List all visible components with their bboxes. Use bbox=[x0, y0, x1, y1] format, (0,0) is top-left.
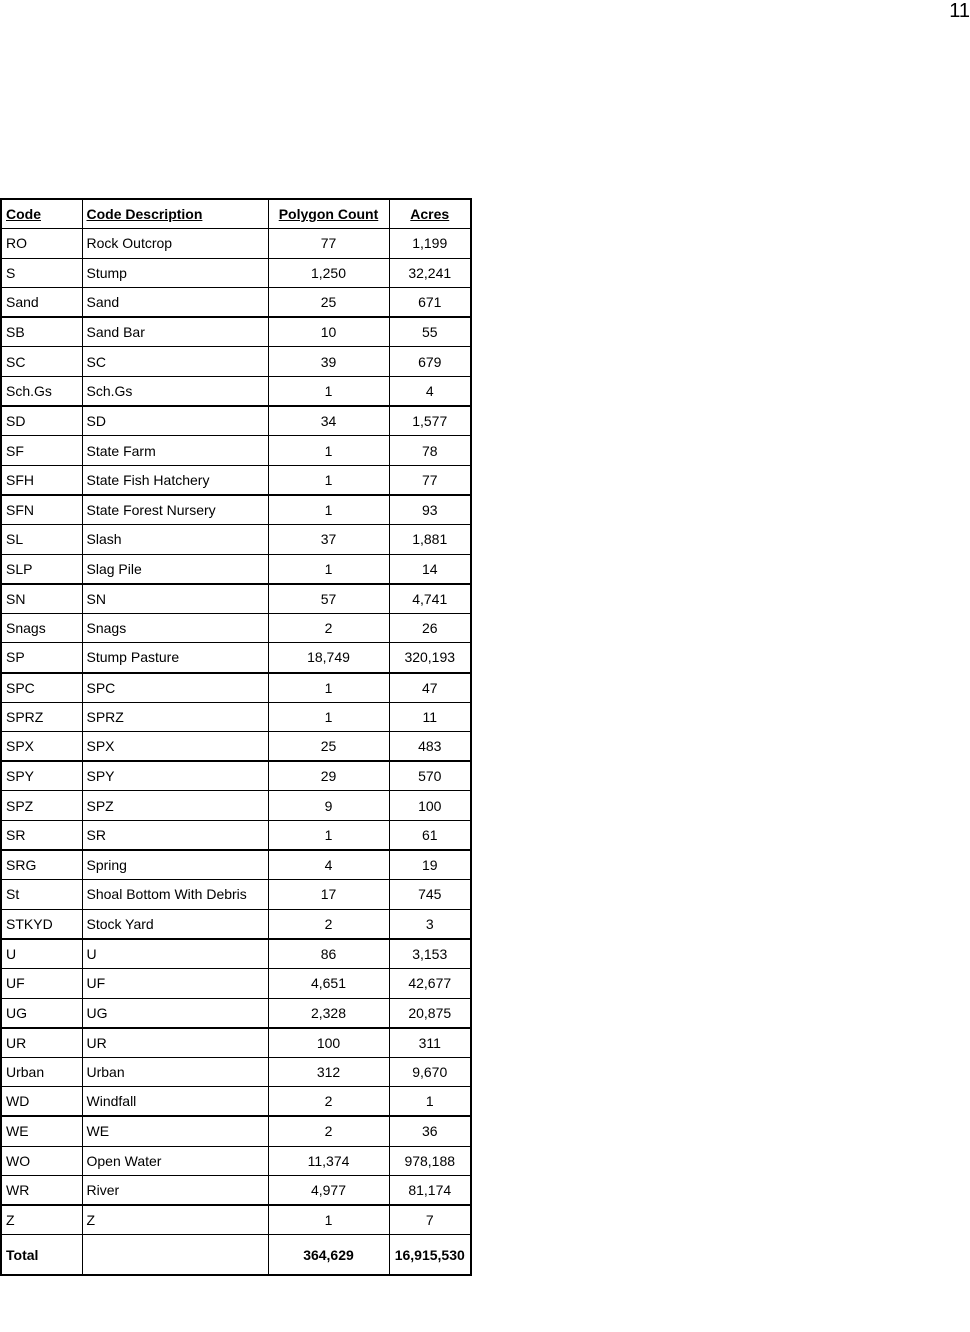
cell-code-description: Sand Bar bbox=[82, 317, 268, 347]
cell-code-description: SR bbox=[82, 820, 268, 850]
cell-code: UF bbox=[1, 968, 82, 998]
cell-acres: 671 bbox=[389, 288, 471, 318]
cell-code: RO bbox=[1, 229, 82, 259]
cell-acres: 32,241 bbox=[389, 258, 471, 288]
cell-acres: 81,174 bbox=[389, 1176, 471, 1206]
cell-code: SFH bbox=[1, 465, 82, 495]
cell-code-description: Sch.Gs bbox=[82, 377, 268, 407]
cell-code: Urban bbox=[1, 1057, 82, 1087]
cell-acres: 978,188 bbox=[389, 1146, 471, 1176]
cell-polygon-count: 10 bbox=[268, 317, 389, 347]
cell-code: Snags bbox=[1, 613, 82, 643]
cell-code: SPRZ bbox=[1, 702, 82, 732]
cell-acres: 1,199 bbox=[389, 229, 471, 259]
cell-code-description: SPY bbox=[82, 761, 268, 791]
cell-code-description: State Farm bbox=[82, 436, 268, 466]
cell-code-description: Slash bbox=[82, 525, 268, 555]
total-label: Total bbox=[1, 1235, 82, 1275]
cell-polygon-count: 77 bbox=[268, 229, 389, 259]
cell-acres: 7 bbox=[389, 1205, 471, 1235]
table-row bbox=[1, 939, 471, 969]
cell-code-description: Open Water bbox=[82, 1146, 268, 1176]
cell-code-description: SC bbox=[82, 347, 268, 377]
cell-polygon-count: 1 bbox=[268, 436, 389, 466]
cell-code: UG bbox=[1, 998, 82, 1028]
table-row bbox=[1, 909, 471, 939]
table-row bbox=[1, 1116, 471, 1146]
cell-code: SLP bbox=[1, 554, 82, 584]
land-cover-code-table bbox=[0, 198, 472, 1276]
cell-polygon-count: 100 bbox=[268, 1028, 389, 1058]
cell-polygon-count: 1 bbox=[268, 495, 389, 525]
cell-acres: 78 bbox=[389, 436, 471, 466]
cell-acres: 4 bbox=[389, 377, 471, 407]
table-row bbox=[1, 613, 471, 643]
cell-acres: 36 bbox=[389, 1116, 471, 1146]
cell-acres: 26 bbox=[389, 613, 471, 643]
cell-code-description: State Fish Hatchery bbox=[82, 465, 268, 495]
table-row bbox=[1, 377, 471, 407]
cell-code: SPC bbox=[1, 673, 82, 703]
cell-code-description: WE bbox=[82, 1116, 268, 1146]
header-polygon-count: Polygon Count bbox=[268, 199, 389, 229]
cell-polygon-count: 1 bbox=[268, 377, 389, 407]
cell-acres: 3,153 bbox=[389, 939, 471, 969]
cell-code: SR bbox=[1, 820, 82, 850]
cell-polygon-count: 25 bbox=[268, 732, 389, 762]
cell-acres: 3 bbox=[389, 909, 471, 939]
cell-code: SPZ bbox=[1, 791, 82, 821]
cell-acres: 483 bbox=[389, 732, 471, 762]
cell-polygon-count: 39 bbox=[268, 347, 389, 377]
cell-polygon-count: 2 bbox=[268, 909, 389, 939]
cell-code-description: Windfall bbox=[82, 1087, 268, 1117]
cell-acres: 77 bbox=[389, 465, 471, 495]
cell-code: WE bbox=[1, 1116, 82, 1146]
cell-polygon-count: 2,328 bbox=[268, 998, 389, 1028]
table-row bbox=[1, 880, 471, 910]
table-row bbox=[1, 643, 471, 673]
cell-code-description: Spring bbox=[82, 850, 268, 880]
cell-code-description: Slag Pile bbox=[82, 554, 268, 584]
table-row bbox=[1, 820, 471, 850]
cell-polygon-count: 34 bbox=[268, 406, 389, 436]
cell-acres: 19 bbox=[389, 850, 471, 880]
cell-code: SF bbox=[1, 436, 82, 466]
total-acres: 16,915,530 bbox=[389, 1235, 471, 1275]
table-row bbox=[1, 761, 471, 791]
total-polygon-count: 364,629 bbox=[268, 1235, 389, 1275]
cell-polygon-count: 4,977 bbox=[268, 1176, 389, 1206]
cell-acres: 55 bbox=[389, 317, 471, 347]
cell-code-description: Rock Outcrop bbox=[82, 229, 268, 259]
table-row bbox=[1, 673, 471, 703]
cell-code: Sch.Gs bbox=[1, 377, 82, 407]
cell-code: U bbox=[1, 939, 82, 969]
cell-code: SFN bbox=[1, 495, 82, 525]
cell-acres: 1 bbox=[389, 1087, 471, 1117]
cell-code: SRG bbox=[1, 850, 82, 880]
cell-code-description: SPZ bbox=[82, 791, 268, 821]
cell-code-description: Stump bbox=[82, 258, 268, 288]
cell-polygon-count: 1 bbox=[268, 1205, 389, 1235]
cell-polygon-count: 9 bbox=[268, 791, 389, 821]
cell-code: SD bbox=[1, 406, 82, 436]
cell-polygon-count: 11,374 bbox=[268, 1146, 389, 1176]
cell-acres: 745 bbox=[389, 880, 471, 910]
cell-code-description: UG bbox=[82, 998, 268, 1028]
table-row bbox=[1, 1057, 471, 1087]
cell-polygon-count: 37 bbox=[268, 525, 389, 555]
cell-acres: 11 bbox=[389, 702, 471, 732]
cell-code: WO bbox=[1, 1146, 82, 1176]
cell-code: SC bbox=[1, 347, 82, 377]
cell-code: SPY bbox=[1, 761, 82, 791]
cell-code-description: SPC bbox=[82, 673, 268, 703]
cell-acres: 20,875 bbox=[389, 998, 471, 1028]
cell-acres: 47 bbox=[389, 673, 471, 703]
cell-code-description: UR bbox=[82, 1028, 268, 1058]
cell-acres: 1,881 bbox=[389, 525, 471, 555]
cell-polygon-count: 57 bbox=[268, 584, 389, 614]
header-acres: Acres bbox=[389, 199, 471, 229]
cell-polygon-count: 312 bbox=[268, 1057, 389, 1087]
table-row bbox=[1, 584, 471, 614]
table-row bbox=[1, 465, 471, 495]
cell-polygon-count: 1 bbox=[268, 820, 389, 850]
table-header-row bbox=[1, 199, 471, 229]
table-row bbox=[1, 229, 471, 259]
table-row bbox=[1, 317, 471, 347]
table-row bbox=[1, 554, 471, 584]
table-row bbox=[1, 495, 471, 525]
cell-acres: 100 bbox=[389, 791, 471, 821]
table-row bbox=[1, 436, 471, 466]
table-row bbox=[1, 1146, 471, 1176]
cell-code: UR bbox=[1, 1028, 82, 1058]
cell-code-description: SPX bbox=[82, 732, 268, 762]
header-code-description: Code Description bbox=[82, 199, 268, 229]
cell-code: Sand bbox=[1, 288, 82, 318]
cell-code-description: River bbox=[82, 1176, 268, 1206]
cell-acres: 9,670 bbox=[389, 1057, 471, 1087]
table-body bbox=[1, 229, 471, 1275]
cell-polygon-count: 2 bbox=[268, 1087, 389, 1117]
table-row bbox=[1, 968, 471, 998]
cell-code-description: State Forest Nursery bbox=[82, 495, 268, 525]
cell-code: STKYD bbox=[1, 909, 82, 939]
total-description bbox=[82, 1235, 268, 1275]
cell-polygon-count: 2 bbox=[268, 613, 389, 643]
cell-code-description: UF bbox=[82, 968, 268, 998]
cell-polygon-count: 86 bbox=[268, 939, 389, 969]
cell-code-description: Sand bbox=[82, 288, 268, 318]
cell-polygon-count: 25 bbox=[268, 288, 389, 318]
cell-code: S bbox=[1, 258, 82, 288]
cell-code: WR bbox=[1, 1176, 82, 1206]
cell-acres: 570 bbox=[389, 761, 471, 791]
cell-code: SN bbox=[1, 584, 82, 614]
total-row bbox=[1, 1235, 471, 1275]
cell-code-description: U bbox=[82, 939, 268, 969]
cell-acres: 4,741 bbox=[389, 584, 471, 614]
page-number: 11 bbox=[949, 0, 970, 22]
cell-code-description: Stock Yard bbox=[82, 909, 268, 939]
table-row bbox=[1, 347, 471, 377]
cell-code: SPX bbox=[1, 732, 82, 762]
table-row bbox=[1, 702, 471, 732]
cell-polygon-count: 2 bbox=[268, 1116, 389, 1146]
cell-polygon-count: 4,651 bbox=[268, 968, 389, 998]
cell-code: WD bbox=[1, 1087, 82, 1117]
cell-code-description: Shoal Bottom With Debris bbox=[82, 880, 268, 910]
cell-acres: 311 bbox=[389, 1028, 471, 1058]
header-code: Code bbox=[1, 199, 82, 229]
cell-polygon-count: 4 bbox=[268, 850, 389, 880]
table-row bbox=[1, 258, 471, 288]
cell-code-description: Stump Pasture bbox=[82, 643, 268, 673]
cell-acres: 320,193 bbox=[389, 643, 471, 673]
cell-code-description: Z bbox=[82, 1205, 268, 1235]
table-row bbox=[1, 1087, 471, 1117]
table-row bbox=[1, 1028, 471, 1058]
cell-code-description: Snags bbox=[82, 613, 268, 643]
table-row bbox=[1, 288, 471, 318]
cell-code-description: SPRZ bbox=[82, 702, 268, 732]
cell-acres: 14 bbox=[389, 554, 471, 584]
table-row bbox=[1, 406, 471, 436]
cell-code: St bbox=[1, 880, 82, 910]
cell-polygon-count: 1 bbox=[268, 554, 389, 584]
cell-code-description: SD bbox=[82, 406, 268, 436]
table-row bbox=[1, 525, 471, 555]
cell-polygon-count: 29 bbox=[268, 761, 389, 791]
cell-code: SL bbox=[1, 525, 82, 555]
cell-polygon-count: 1 bbox=[268, 702, 389, 732]
cell-polygon-count: 1,250 bbox=[268, 258, 389, 288]
table-row bbox=[1, 1176, 471, 1206]
cell-acres: 42,677 bbox=[389, 968, 471, 998]
cell-code-description: Urban bbox=[82, 1057, 268, 1087]
cell-acres: 93 bbox=[389, 495, 471, 525]
cell-code: SB bbox=[1, 317, 82, 347]
cell-polygon-count: 1 bbox=[268, 465, 389, 495]
cell-code: SP bbox=[1, 643, 82, 673]
cell-acres: 1,577 bbox=[389, 406, 471, 436]
cell-acres: 61 bbox=[389, 820, 471, 850]
cell-code: Z bbox=[1, 1205, 82, 1235]
table-row bbox=[1, 732, 471, 762]
cell-acres: 679 bbox=[389, 347, 471, 377]
cell-polygon-count: 18,749 bbox=[268, 643, 389, 673]
table-row bbox=[1, 850, 471, 880]
table-row bbox=[1, 1205, 471, 1235]
cell-polygon-count: 17 bbox=[268, 880, 389, 910]
table-row bbox=[1, 791, 471, 821]
cell-polygon-count: 1 bbox=[268, 673, 389, 703]
table-row bbox=[1, 998, 471, 1028]
cell-code-description: SN bbox=[82, 584, 268, 614]
